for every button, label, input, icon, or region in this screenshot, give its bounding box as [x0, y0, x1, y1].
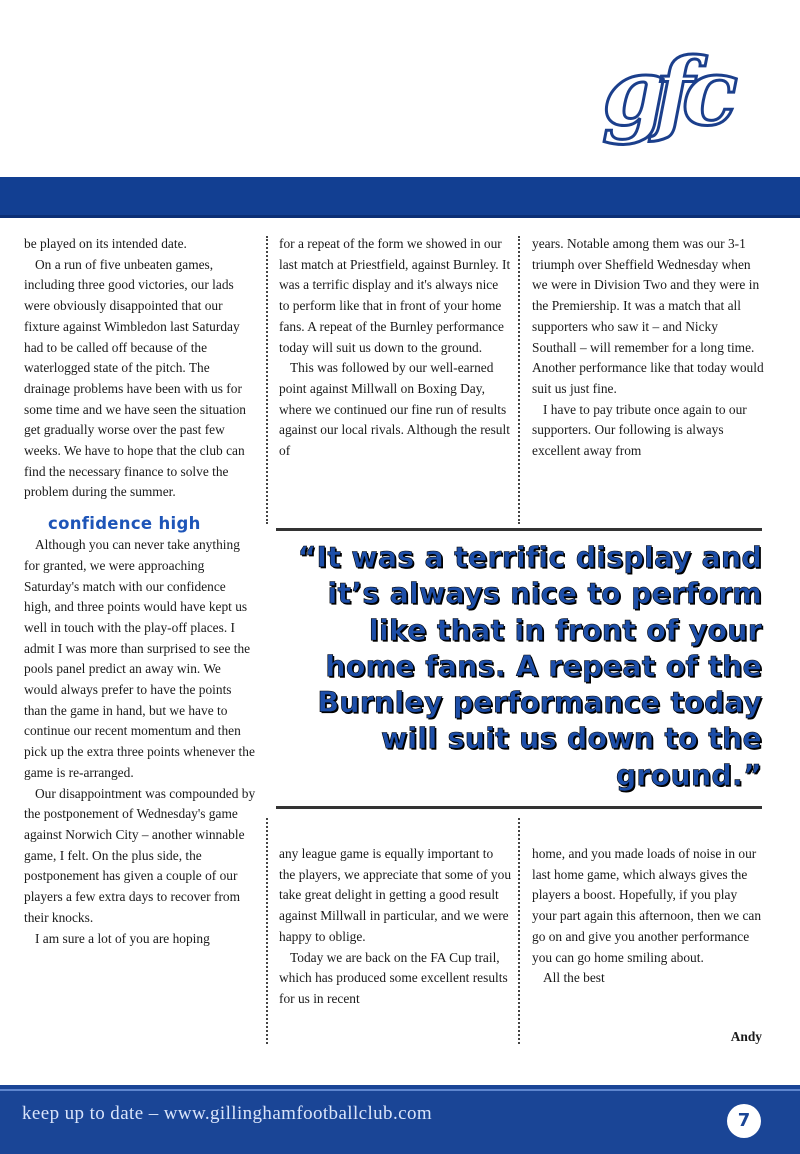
paragraph: Although you can never take anything for granted, we were approaching Saturday's match with our confidence high, and three points would have kept us well in touch with the play-off places. I admit I was more than surprised to see the pools panel predict an away win. We would always prefer to have the points than the game in hand, but we have to continue our recent momentum and then pick up the extra three points whenever the game is re-arranged.: [24, 537, 255, 780]
column-2-top: [279, 234, 511, 462]
page-number: 7: [727, 1104, 761, 1138]
paragraph: All the best: [543, 970, 605, 986]
logo-text: gfc: [602, 38, 726, 146]
column-2-bottom: [279, 844, 511, 1010]
paragraph: for a repeat of the form we showed in our last match at Priestfield, against Burnley. It was a terrific display and it's always nice to perform like that in front of your home fans. A repeat of the Burnley performance today will suit us down to the ground.: [279, 236, 511, 355]
paragraph: I have to pay tribute once again to our supporters. Our following is always excellent away from: [532, 401, 747, 459]
paragraph: On a run of five unbeaten games, including three good victories, our lads were obviously disappointed that our fixture against Wimbledon last Saturday had to be called off because of the waterlogged state of the pitch. The drainage problems have been with us for some time and we have seen the situation get gradually worse over the past few weeks. We have to hope that the club can find the necessary finance to solve the problem during the summer.: [24, 256, 246, 500]
signature: Andy: [730, 1029, 762, 1044]
header-band: [0, 177, 800, 215]
footer-website-text: keep up to date – www.gillinghamfootballclub.com: [22, 1103, 433, 1124]
column-1: [24, 234, 256, 949]
paragraph: I am sure a lot of you are hoping: [35, 930, 210, 946]
pull-quote: “It was a terrific display and it’s always nice to perform like that in front of your home fans. A repeat of the Burnley performance today will suit us down to the ground.”: [297, 541, 762, 792]
club-logo: [598, 36, 778, 156]
column-3-bottom: [532, 844, 764, 989]
column-divider: [266, 236, 268, 524]
paragraph: home, and you made loads of noise in our last home game, which always gives the players a boost. Hopefully, if you play your part again this afternoon, then we can go on and give you another performance you can go home smiling about.: [532, 846, 762, 965]
column-3-top: [532, 234, 764, 462]
column-divider: [518, 236, 520, 524]
paragraph: years. Notable among them was our 3-1 triumph over Sheffield Wednesday when we were in Division Two and they were in the Premiership. It was a match that all supporters who saw it – and Nicky Southall – will remember for a long time. Another performance like that today would suit us just fine.: [532, 236, 764, 396]
subheading: confidence high: [48, 514, 201, 534]
paragraph: be played on its intended date.: [24, 236, 187, 251]
column-divider: [266, 818, 268, 1044]
column-divider: [518, 818, 520, 1044]
paragraph: This was followed by our well-earned point against Millwall on Boxing Day, where we continued our fine run of results against our local rivals. Although the result of: [279, 360, 510, 459]
paragraph: Today we are back on the FA Cup trail, which has produced some excellent results for us in recent: [279, 949, 508, 1006]
paragraph: Our disappointment was compounded by the postponement of Wednesday's game against Norwich City – another winnable game, I felt. On the plus side, the postponement has given a couple of our players a few extra days to recover from their knocks.: [24, 785, 256, 925]
pull-quote-top-rule: [276, 528, 762, 531]
pull-quote-bottom-rule: [276, 806, 762, 809]
paragraph: any league game is equally important to the players, we appreciate that some of you take great delight in getting a good result against Millwall in particular, and we were happy to oblige.: [279, 846, 512, 944]
